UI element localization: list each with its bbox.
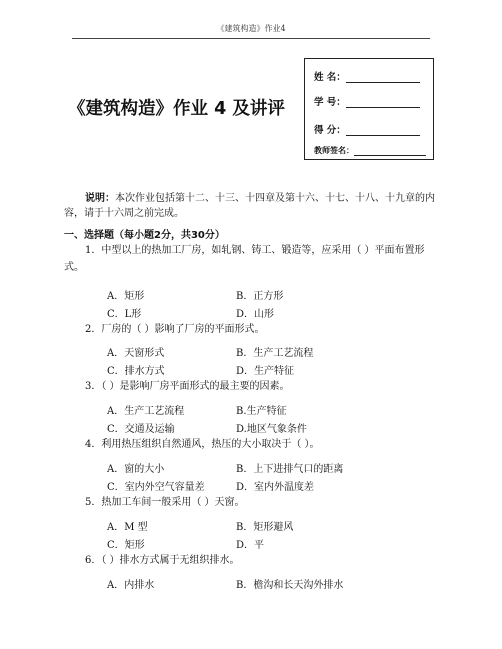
question-2-option-c: C．排水方式	[107, 366, 165, 377]
name-row	[314, 69, 420, 83]
question-5-option-b: B．矩形避风	[236, 522, 294, 533]
question-4: 4．利用热压组织自然通风，热压的大小取决于（ ）。	[85, 439, 320, 450]
name-field	[346, 72, 420, 83]
question-1-option-c: C．L形	[107, 309, 142, 320]
question-3-option-a: A．生产工艺流程	[107, 406, 185, 417]
teacher-signature-row	[314, 145, 426, 156]
score-row	[314, 122, 420, 136]
question-1-option-a: A．矩形	[107, 291, 145, 302]
document-title: 《建筑构造》作业 4 及讲评	[68, 99, 285, 119]
question-6: 6．（ ）排水方式属于无组织排水。	[85, 555, 240, 566]
question-4-option-d: D．室内外温度差	[236, 482, 315, 493]
instructions-label: 说明：	[85, 193, 115, 204]
question-1: 1．中型以上的热加工厂房，如轧钢、铸工、锻造等，应采用（ ）平面布置形式。	[64, 245, 425, 273]
question-5-option-d: D．平	[236, 540, 265, 551]
student-info-box	[304, 58, 434, 160]
question-4-option-a: A．窗的大小	[107, 464, 165, 475]
question-1-option-d: D．山形	[236, 309, 275, 320]
question-3-option-d: D.地区气象条件	[236, 424, 307, 435]
question-4-option-c: C．室内外空气容量差	[107, 482, 205, 493]
question-6-option-a: A．内排水	[107, 580, 155, 591]
question-1-option-b: B．正方形	[236, 291, 284, 302]
question-5-option-a: A．M 型	[107, 522, 148, 533]
section-heading-choice: 一、选择题（每小题2分，共30分）	[64, 230, 225, 241]
question-5-option-c: C．矩形	[107, 540, 145, 551]
student-id-field	[346, 97, 420, 108]
question-4-option-b: B．上下进排气口的距离	[236, 464, 344, 475]
question-6-option-b: B．檐沟和长天沟外排水	[236, 580, 344, 591]
score-field	[346, 125, 420, 136]
student-id-row	[314, 94, 420, 108]
student-id-label: 学 号：	[314, 97, 346, 108]
question-5: 5．热加工车间一般采用（ ）天窗。	[85, 497, 245, 508]
question-3-option-b: B.生产特征	[236, 406, 287, 417]
instructions	[64, 191, 436, 221]
score-label: 得 分：	[314, 125, 346, 136]
page-header: 《建筑构造》作业4	[72, 23, 430, 39]
name-label: 姓 名：	[314, 72, 346, 83]
question-3: 3．（ ）是影响厂房平面形式的最主要的因素。	[85, 381, 290, 392]
teacher-signature-field	[354, 146, 426, 156]
question-3-option-c: C．交通及运输	[107, 424, 175, 435]
question-2-option-d: D．生产特征	[236, 366, 295, 377]
question-2: 2．厂房的（ ）影响了厂房的平面形式。	[85, 324, 265, 335]
question-2-option-a: A．天窗形式	[107, 348, 165, 359]
question-2-option-b: B．生产工艺流程	[236, 348, 314, 359]
instructions-text: 本次作业包括第十二、十三、十四章及第十六、十七、十八、十九章的内容，请于十六周之前完成。	[64, 193, 435, 219]
teacher-signature-label: 教师签名：	[314, 146, 354, 155]
